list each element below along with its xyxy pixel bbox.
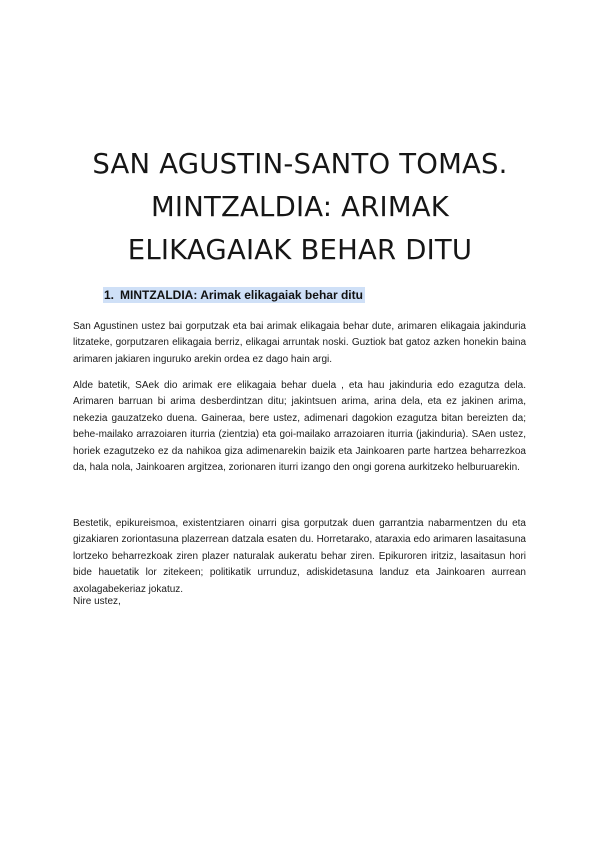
section-heading-highlight bbox=[103, 287, 365, 303]
section-number: 1. bbox=[104, 288, 115, 302]
section-heading bbox=[103, 287, 365, 303]
paragraph-3: Bestetik, epikureismoa, existentziaren oinarri gisa gorputzak duen garrantzia nabarmentzen du eta gizakiaren zoriontasuna plazerrean datzala esaten du. Horretarako, ataraxia edo arimaren lasaitasuna lortzeko beharrezkoak ziren plazer naturalak aukeratu behar ziren. Epikuroren iritziz, lasaitasun hori bide hauetatik lor zitekeen; politikatik urrunduz, adiskidetasuna landuz eta Jainkoaren aurrean axolagabekeriaz jokatuz. bbox=[73, 518, 526, 595]
title-line-3: ELIKAGAIAK BEHAR DITU bbox=[127, 234, 473, 266]
paragraph-2: Alde batetik, SAek dio arimak ere elikagaia behar duela , eta hau jakinduria edo ezagutza dela. Arimaren barruan bi arima desberdintzan ditu; jakintsuen arima, arina dela, eta ez jakinen arima, nekezia gauzatzeko duena. Gaineraa, bere ustez, adimenari dagokion ezagutza bitan bereizten da; behe-mailako arrazoiaren iturria (zientzia) eta goi-mailako arrazoiaren iturria (jakinduria). SAen ustez, horiek ezagutzeko ez da nahikoa giza adimenarekin baizik eta Jainkoaren parte hartzea beharrezkoa da, hala nola, Jainkoaren argitzea, zorionaren iturri izango den ongi gorena aurkitzeko helburuarekin. bbox=[73, 380, 526, 474]
section-heading-text: MINTZALDIA: Arimak elikagaiak behar ditu bbox=[120, 288, 363, 302]
paragraph-4: Nire ustez, bbox=[73, 596, 121, 607]
title-line-2: MINTZALDIA: ARIMAK bbox=[150, 191, 449, 223]
title-line-1: SAN AGUSTIN-SANTO TOMAS. bbox=[92, 148, 508, 180]
document-title bbox=[40, 143, 560, 272]
paragraph-1: San Agustinen ustez bai gorputzak eta bai arimak elikagaia behar dute, arimaren elikagaia jakinduria litzateke, gorputzaren elikagaia berriz, elikagai arruntak noski. Guztiok bat gatoz azken honekin baina arimaren jakiaren inguruko arekin ordea ez dago hain argi. bbox=[73, 321, 526, 365]
